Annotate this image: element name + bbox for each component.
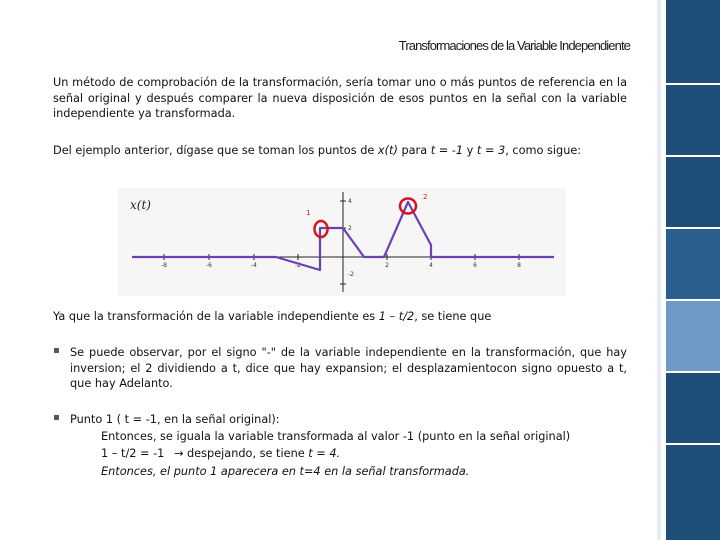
x-tick-label: 8 — [517, 262, 521, 269]
marker-circle-2 — [400, 199, 416, 214]
text-run: y — [463, 144, 477, 157]
x-tick-label: -2 — [295, 262, 301, 269]
math-t-3: t = 3 — [476, 144, 506, 157]
slide-title: Transformaciones de la Variable Independiente — [398, 38, 630, 53]
text-run: Ya que la transformación de la variable independiente es — [53, 310, 379, 323]
y-tick-label: 4 — [348, 198, 352, 205]
transform-paragraph — [53, 309, 627, 325]
signal-figure — [118, 188, 566, 296]
text-run: , se tiene que — [414, 310, 492, 323]
side-block — [666, 229, 720, 299]
signal-plot — [118, 188, 566, 296]
side-block — [666, 157, 720, 227]
side-block — [666, 373, 720, 443]
bullet-item-1 — [53, 345, 627, 392]
math-transform: 1 – t/2 — [378, 310, 415, 323]
bullet-text: Se puede observar, por el signo "-" de la variable independiente en la transformación, que hay inversion; el 2 dividiendo a t, dice que hay expansion; el desplazamientocon signo opuesto a t, que hay Adelanto. — [70, 346, 627, 390]
x-tick-label: -8 — [161, 262, 167, 269]
marker-label-2: 2 — [423, 193, 428, 201]
text-run: Del ejemplo anterior, dígase que se toman los puntos de — [53, 144, 378, 157]
bullet-item-2 — [53, 412, 627, 480]
y-tick-label: 2 — [348, 225, 352, 232]
side-block — [666, 85, 720, 155]
sub-line-3: Entonces, el punto 1 aparecera en t=4 en la señal transformada. — [101, 464, 470, 478]
text-run: para — [397, 144, 431, 157]
sub-line-1: Entonces, se iguala la variable transformada al valor -1 (punto en la señal original) — [101, 429, 571, 443]
x-tick-label: -6 — [206, 262, 212, 269]
arrow-icon: → — [173, 447, 184, 460]
x-tick-label: 6 — [473, 262, 477, 269]
x-tick-label: 4 — [429, 262, 433, 269]
equation: 1 – t/2 = -1 — [101, 447, 165, 460]
decorative-side-bar — [666, 0, 720, 540]
y-tick-label: -2 — [348, 271, 354, 278]
math-xt: x(t) — [377, 144, 398, 157]
bullet-text: Punto 1 ( t = -1, en la señal original): — [70, 413, 280, 426]
side-stripe — [657, 0, 661, 540]
intro-paragraph: Un método de comprobación de la transformación, sería tomar uno o más puntos de referencia en la señal original y después comparer la nueva disposición de esos puntos en la señal con la variable independiente ya transformada. — [53, 76, 627, 120]
text-run: , como sigue: — [505, 144, 582, 157]
y-axis-label: x(t) — [130, 198, 151, 212]
text-run: despejando, se tiene — [183, 447, 309, 460]
side-block — [666, 301, 720, 371]
sub-line-2 — [101, 445, 627, 463]
side-block — [666, 0, 720, 83]
marker-label-1: 1 — [306, 209, 311, 217]
result: t = 4. — [308, 447, 341, 460]
x-tick-label: 2 — [385, 262, 389, 269]
bullet-icon: ▪ — [53, 412, 60, 423]
math-t-neg1: t = -1 — [430, 144, 464, 157]
side-block — [666, 445, 720, 540]
bullet-icon: ▪ — [53, 345, 60, 356]
x-tick-label: -4 — [251, 262, 257, 269]
example-paragraph — [53, 143, 627, 159]
